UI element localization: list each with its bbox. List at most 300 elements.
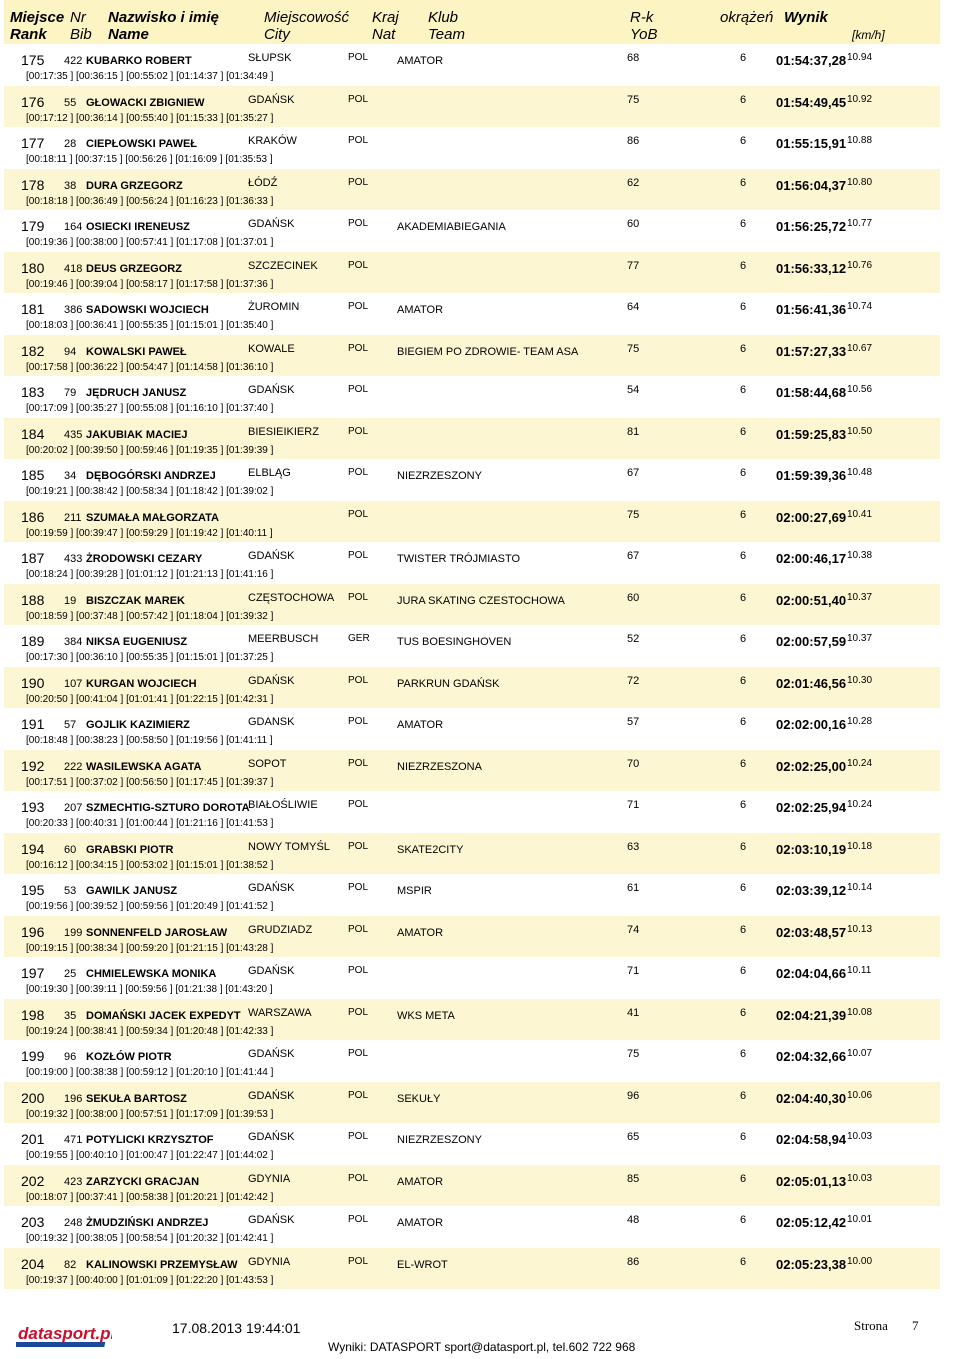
row-bib: 433: [64, 553, 83, 565]
row-bib: 57: [64, 719, 77, 731]
datasport-logo: [16, 1320, 112, 1350]
row-nat: POL: [348, 176, 369, 188]
page-label: Strona: [854, 1318, 888, 1333]
table-row: [4, 210, 940, 252]
table-row: [4, 1206, 940, 1248]
row-bib: 107: [64, 677, 83, 690]
row-name: ZARZYCKI GRACJAN: [86, 1175, 200, 1188]
row-city: CZĘSTOCHOWA: [248, 591, 335, 604]
row-place: 177: [21, 135, 45, 151]
row-splits: [00:19:21 ] [00:38:42 ] [00:58:34 ] [01:18:42 ] [01:39:02 ]: [26, 486, 274, 497]
row-yob: 67: [627, 467, 640, 479]
row-city: ŻUROMIN: [248, 301, 300, 313]
row-club: AMATOR: [397, 926, 444, 939]
row-laps: 6: [740, 342, 747, 355]
table-row: [4, 667, 940, 709]
row-club: MSPIR: [397, 885, 432, 897]
table-row: [4, 750, 940, 792]
row-nat: POL: [348, 384, 369, 395]
row-splits: [00:19:59 ] [00:39:47 ] [00:59:29 ] [01:19:42 ] [01:40:11 ]: [26, 527, 273, 539]
row-yob: 62: [627, 176, 640, 189]
row-laps: 6: [740, 135, 747, 147]
row-name: SONNENFELD JAROSŁAW: [86, 926, 228, 939]
row-nat: POL: [348, 1048, 369, 1059]
row-speed: 10.18: [847, 840, 873, 852]
row-speed: 10.92: [847, 93, 873, 105]
row-name: CHMIELEWSKA MONIKA: [86, 968, 217, 980]
row-speed: 10.50: [847, 425, 873, 437]
row-yob: 75: [627, 508, 640, 521]
row-yob: 75: [627, 93, 640, 106]
row-place: 194: [21, 840, 45, 857]
row-place: 183: [21, 384, 45, 400]
col-club-pl: Klub: [428, 9, 459, 26]
row-result: 02:04:21,39: [776, 1007, 847, 1023]
row-nat: POL: [348, 301, 369, 312]
row-city: ŁÓDŹ: [248, 176, 278, 189]
col-nat-pl: Kraj: [372, 9, 399, 26]
row-club: AMATOR: [397, 719, 444, 731]
row-yob: 41: [627, 1006, 640, 1019]
row-laps: 6: [740, 301, 747, 313]
row-name: GRABSKI PIOTR: [86, 843, 174, 856]
col-result-pl: Wynik: [784, 9, 828, 26]
row-splits: [00:19:32 ] [00:38:05 ] [00:58:54 ] [01:20:32 ] [01:42:41 ]: [26, 1233, 274, 1244]
row-club: PARKRUN GDAŃSK: [397, 677, 500, 690]
table-row: [4, 1165, 940, 1207]
row-nat: POL: [348, 799, 369, 810]
row-result: 02:04:58,94: [776, 1132, 847, 1147]
row-nat: POL: [348, 342, 369, 354]
row-laps: 6: [740, 508, 747, 521]
row-club: AMATOR: [397, 1175, 444, 1188]
col-name-en: Name: [108, 26, 149, 43]
row-speed: 10.06: [847, 1089, 873, 1101]
row-nat: POL: [348, 508, 369, 520]
row-result: 01:54:49,45: [776, 94, 847, 110]
table-row: [4, 376, 940, 418]
table-row: [4, 44, 940, 86]
row-city: GDAŃSK: [248, 674, 295, 687]
row-nat: POL: [348, 840, 369, 852]
row-speed: 10.00: [847, 1255, 873, 1267]
table-row: [4, 501, 940, 543]
row-yob: 71: [627, 799, 640, 811]
row-name: SZUMAŁA MAŁGORZATA: [86, 511, 219, 524]
row-nat: POL: [348, 425, 369, 437]
row-city: GRUDZIADZ: [248, 923, 313, 936]
row-name: DOMAŃSKI JACEK EXPEDYT: [86, 1009, 241, 1022]
row-club: AMATOR: [397, 1217, 444, 1229]
row-result: 01:55:15,91: [776, 136, 847, 151]
row-place: 202: [21, 1172, 45, 1189]
row-place: 184: [21, 425, 45, 442]
row-yob: 81: [627, 425, 640, 438]
row-place: 192: [21, 757, 45, 774]
row-place: 197: [21, 965, 45, 981]
row-speed: 10.11: [847, 965, 872, 976]
row-speed: 10.37: [847, 633, 873, 644]
row-result: 02:02:25,00: [776, 758, 847, 774]
row-splits: [00:19:24 ] [00:38:41 ] [00:59:34 ] [01:20:48 ] [01:42:33 ]: [26, 1025, 274, 1037]
row-laps: 6: [740, 176, 747, 189]
table-row: [4, 459, 940, 501]
table-row: [4, 1082, 940, 1124]
row-bib: 35: [64, 1009, 77, 1022]
row-nat: POL: [348, 52, 369, 63]
row-bib: 82: [64, 1258, 77, 1271]
row-speed: 10.94: [847, 52, 873, 63]
row-splits: [00:19:15 ] [00:38:34 ] [00:59:20 ] [01:21:15 ] [01:43:28 ]: [26, 942, 274, 954]
row-splits: [00:19:56 ] [00:39:52 ] [00:59:56 ] [01:20:49 ] [01:41:52 ]: [26, 901, 274, 912]
table-row: [4, 252, 940, 294]
row-splits: [00:18:11 ] [00:37:15 ] [00:56:26 ] [01:16:09 ] [01:35:53 ]: [26, 154, 273, 165]
row-bib: 164: [64, 221, 83, 233]
col-yob-en: YoB: [630, 26, 658, 43]
row-splits: [00:17:35 ] [00:36:15 ] [00:55:02 ] [01:14:37 ] [01:34:49 ]: [26, 71, 274, 82]
row-bib: 28: [64, 138, 77, 150]
table-row: [4, 999, 940, 1041]
row-name: WASILEWSKA AGATA: [86, 760, 202, 773]
row-result: 02:03:10,19: [776, 841, 847, 857]
row-name: KALINOWSKI PRZEMYSŁAW: [86, 1258, 238, 1271]
row-city: KRAKÓW: [248, 135, 297, 147]
row-place: 188: [21, 591, 45, 608]
row-splits: [00:19:30 ] [00:39:11 ] [00:59:56 ] [01:21:38 ] [01:43:20 ]: [26, 984, 273, 995]
row-city: GDANSK: [248, 716, 295, 728]
row-bib: 79: [64, 387, 77, 399]
print-timestamp: 17.08.2013 19:44:01: [172, 1320, 301, 1336]
row-yob: 57: [627, 716, 640, 728]
row-name: GŁOWACKI ZBIGNIEW: [86, 96, 205, 109]
row-speed: 10.24: [847, 799, 873, 810]
row-yob: 52: [627, 633, 640, 645]
row-result: 02:00:27,69: [776, 509, 847, 525]
row-nat: POL: [348, 716, 369, 727]
row-result: 02:05:01,13: [776, 1173, 847, 1189]
row-splits: [00:18:18 ] [00:36:49 ] [00:56:24 ] [01:16:23 ] [01:36:33 ]: [26, 195, 274, 207]
row-result: 01:59:25,83: [776, 426, 847, 442]
row-bib: 34: [64, 470, 77, 482]
table-row: [4, 625, 940, 667]
row-yob: 60: [627, 591, 640, 604]
row-yob: 96: [627, 1089, 640, 1102]
row-name: KURGAN WOJCIECH: [86, 677, 197, 690]
logo-text: datasport.pl: [18, 1324, 112, 1343]
row-yob: 63: [627, 840, 640, 853]
row-place: 179: [21, 218, 45, 234]
row-place: 175: [21, 52, 45, 68]
row-name: JAKUBIAK MACIEJ: [86, 428, 188, 441]
row-club: NIEZRZESZONA: [397, 760, 482, 773]
row-place: 180: [21, 259, 45, 276]
row-club: BIEGIEM PO ZDROWIE- TEAM ASA: [397, 345, 579, 358]
row-speed: 10.80: [847, 176, 873, 188]
row-city: GDYNIA: [248, 1255, 291, 1268]
table-row: [4, 708, 940, 750]
row-yob: 48: [627, 1214, 640, 1226]
table-row: [4, 874, 940, 916]
row-club: SKATE2CITY: [397, 843, 464, 856]
row-laps: 6: [740, 591, 747, 604]
row-place: 178: [21, 176, 45, 193]
row-city: GDAŃSK: [248, 882, 295, 894]
row-name: GAWILK JANUSZ: [86, 885, 178, 897]
row-nat: POL: [348, 135, 369, 146]
row-place: 191: [21, 716, 45, 732]
row-splits: [00:18:48 ] [00:38:23 ] [00:58:50 ] [01:19:56 ] [01:41:11 ]: [26, 735, 273, 746]
row-result: 02:02:00,16: [776, 717, 847, 732]
table-row: [4, 86, 940, 128]
table-row: [4, 293, 940, 335]
row-laps: 6: [740, 1172, 747, 1185]
row-laps: 6: [740, 923, 747, 936]
row-laps: 6: [740, 799, 747, 811]
col-city-pl: Miejscowość: [264, 9, 350, 26]
row-place: 198: [21, 1006, 45, 1023]
row-speed: 10.08: [847, 1006, 873, 1018]
row-yob: 65: [627, 1131, 640, 1143]
row-place: 204: [21, 1255, 45, 1272]
row-place: 200: [21, 1089, 45, 1106]
row-yob: 60: [627, 218, 640, 230]
row-laps: 6: [740, 1214, 747, 1226]
row-name: ŻMUDZIŃSKI ANDRZEJ: [86, 1217, 209, 1229]
row-result: 02:00:51,40: [776, 592, 847, 608]
row-yob: 70: [627, 757, 640, 770]
row-laps: 6: [740, 425, 747, 438]
row-name: CIEPŁOWSKI PAWEŁ: [86, 138, 198, 150]
row-city: GDAŃSK: [248, 218, 295, 230]
row-splits: [00:19:32 ] [00:38:00 ] [00:57:51 ] [01:17:09 ] [01:39:53 ]: [26, 1108, 274, 1120]
row-city: GDAŃSK: [248, 1089, 295, 1102]
row-speed: 10.41: [847, 508, 873, 520]
row-club: SEKUŁY: [397, 1092, 441, 1105]
row-yob: 71: [627, 965, 640, 977]
col-laps-pl: okrążeń: [720, 9, 774, 26]
row-bib: 435: [64, 428, 83, 441]
row-city: GDAŃSK: [248, 550, 295, 562]
row-result: 02:03:48,57: [776, 924, 847, 940]
row-bib: 94: [64, 345, 77, 358]
row-yob: 85: [627, 1172, 640, 1185]
row-nat: POL: [348, 1172, 369, 1184]
row-yob: 86: [627, 135, 640, 147]
row-bib: 207: [64, 802, 83, 814]
row-name: SEKUŁA BARTOSZ: [86, 1092, 187, 1105]
row-club: TWISTER TRÓJMIASTO: [397, 553, 521, 565]
table-row: [4, 335, 940, 377]
row-city: GDAŃSK: [248, 1214, 295, 1226]
row-result: 02:02:25,94: [776, 800, 847, 815]
row-club: NIEZRZESZONY: [397, 470, 482, 482]
row-bib: 53: [64, 885, 77, 897]
row-splits: [00:19:37 ] [00:40:00 ] [01:01:09 ] [01:22:20 ] [01:43:53 ]: [26, 1274, 274, 1286]
row-yob: 75: [627, 342, 640, 355]
row-nat: POL: [348, 882, 369, 893]
table-row: [4, 916, 940, 958]
row-yob: 64: [627, 301, 640, 313]
row-place: 195: [21, 882, 45, 898]
row-splits: [00:19:46 ] [00:39:04 ] [00:58:17 ] [01:17:58 ] [01:37:36 ]: [26, 278, 274, 290]
row-bib: 222: [64, 760, 83, 773]
row-city: SOPOT: [248, 757, 287, 770]
row-splits: [00:16:12 ] [00:34:15 ] [00:53:02 ] [01:15:01 ] [01:38:52 ]: [26, 859, 274, 871]
table-row: [4, 833, 940, 875]
row-nat: POL: [348, 467, 369, 478]
row-splits: [00:18:07 ] [00:37:41 ] [00:58:38 ] [01:20:21 ] [01:42:42 ]: [26, 1191, 274, 1203]
row-name: NIKSA EUGENIUSZ: [86, 636, 188, 648]
row-speed: 10.03: [847, 1131, 873, 1142]
row-laps: 6: [740, 1089, 747, 1102]
row-bib: 199: [64, 926, 83, 939]
row-yob: 54: [627, 384, 640, 396]
row-place: 201: [21, 1131, 45, 1147]
row-city: SZCZECINEK: [248, 259, 318, 272]
row-speed: 10.88: [847, 135, 873, 146]
row-nat: POL: [348, 1214, 369, 1225]
row-name: BISZCZAK MAREK: [86, 594, 185, 607]
row-laps: 6: [740, 467, 747, 479]
row-yob: 77: [627, 259, 640, 272]
row-speed: 10.56: [847, 384, 873, 395]
row-laps: 6: [740, 218, 747, 230]
row-laps: 6: [740, 1006, 747, 1019]
row-city: GDAŃSK: [248, 965, 295, 977]
row-club: NIEZRZESZONY: [397, 1134, 482, 1146]
row-city: GDAŃSK: [248, 1131, 295, 1143]
row-name: ŻRODOWSKI CEZARY: [86, 553, 203, 565]
row-nat: POL: [348, 757, 369, 769]
row-result: 02:05:12,42: [776, 1215, 847, 1230]
row-nat: POL: [348, 550, 369, 561]
row-splits: [00:17:09 ] [00:35:27 ] [00:55:08 ] [01:16:10 ] [01:37:40 ]: [26, 403, 274, 414]
col-place-en: Rank: [10, 26, 47, 43]
row-speed: 10.14: [847, 882, 873, 893]
row-place: 193: [21, 799, 45, 815]
row-yob: 86: [627, 1255, 640, 1268]
row-nat: POL: [348, 1131, 369, 1142]
table-row: [4, 1248, 940, 1290]
table-row: [4, 584, 940, 626]
row-name: OSIECKI IRENEUSZ: [86, 221, 190, 233]
row-result: 02:00:57,59: [776, 634, 847, 649]
datasport-logo-image: [16, 1320, 112, 1350]
col-yob-pl: R-k: [630, 9, 654, 26]
row-nat: POL: [348, 591, 369, 603]
table-row: [4, 127, 940, 169]
results-table-body: [4, 44, 940, 1289]
table-row: [4, 791, 940, 833]
row-name: GOJLIK KAZIMIERZ: [86, 719, 190, 731]
row-bib: 96: [64, 1051, 77, 1063]
row-splits: [00:20:33 ] [00:40:31 ] [01:00:44 ] [01:21:16 ] [01:41:53 ]: [26, 818, 274, 829]
row-club: AKADEMIABIEGANIA: [397, 221, 506, 233]
row-city: GDAŃSK: [248, 93, 295, 106]
row-nat: POL: [348, 218, 369, 229]
row-yob: 75: [627, 1048, 640, 1060]
table-row: [4, 957, 940, 999]
row-laps: 6: [740, 757, 747, 770]
row-bib: 248: [64, 1217, 83, 1229]
row-speed: 10.13: [847, 923, 873, 935]
row-laps: 6: [740, 52, 747, 64]
row-club: WKS META: [397, 1009, 455, 1022]
row-laps: 6: [740, 550, 747, 562]
row-city: GDAŃSK: [248, 1048, 295, 1060]
row-result: 02:04:40,30: [776, 1090, 847, 1106]
row-city: MEERBUSCH: [248, 633, 319, 645]
row-nat: POL: [348, 965, 369, 976]
row-result: 01:59:39,36: [776, 468, 847, 483]
results-table-header: [4, 0, 940, 44]
row-city: NOWY TOMYŚL: [248, 840, 330, 853]
row-place: 196: [21, 923, 45, 940]
row-speed: 10.24: [847, 757, 873, 769]
results-credit: Wyniki: DATASPORT sport@datasport.pl, tel.602 722 968: [328, 1340, 636, 1354]
row-club: AMATOR: [397, 304, 444, 316]
row-speed: 10.48: [847, 467, 873, 478]
row-result: 01:56:04,37: [776, 177, 847, 193]
row-speed: 10.37: [847, 591, 873, 603]
row-city: ELBLĄG: [248, 467, 291, 479]
row-result: 02:01:46,56: [776, 675, 847, 691]
row-splits: [00:19:36 ] [00:38:00 ] [00:57:41 ] [01:17:08 ] [01:37:01 ]: [26, 237, 274, 248]
row-laps: 6: [740, 674, 747, 687]
row-splits: [00:17:30 ] [00:36:10 ] [00:55:35 ] [01:15:01 ] [01:37:25 ]: [26, 652, 274, 663]
row-result: 01:57:27,33: [776, 343, 847, 359]
row-city: GDAŃSK: [248, 384, 295, 396]
row-splits: [00:18:59 ] [00:37:48 ] [00:57:42 ] [01:18:04 ] [01:39:32 ]: [26, 610, 274, 622]
row-splits: [00:17:58 ] [00:36:22 ] [00:54:47 ] [01:14:58 ] [01:36:10 ]: [26, 361, 274, 373]
row-bib: 386: [64, 304, 83, 316]
col-bib-en: Bib: [70, 26, 92, 43]
row-result: 02:05:23,38: [776, 1256, 847, 1272]
row-result: 01:56:41,36: [776, 302, 847, 317]
table-row: [4, 1123, 940, 1165]
row-nat: POL: [348, 259, 369, 271]
row-yob: 74: [627, 923, 640, 936]
row-splits: [00:20:50 ] [00:41:04 ] [01:01:41 ] [01:22:15 ] [01:42:31 ]: [26, 693, 274, 705]
row-result: 01:56:25,72: [776, 219, 847, 234]
col-speed-unit: [km/h]: [852, 28, 885, 42]
row-nat: POL: [348, 1089, 369, 1101]
row-bib: 422: [64, 55, 83, 67]
row-bib: 211: [64, 511, 82, 524]
row-yob: 67: [627, 550, 640, 562]
row-speed: 10.03: [847, 1172, 873, 1184]
row-laps: 6: [740, 716, 747, 728]
table-row: [4, 542, 940, 584]
row-name: KOWALSKI PAWEŁ: [86, 345, 187, 358]
row-place: 176: [21, 93, 45, 110]
row-nat: GER: [348, 633, 370, 644]
page-number: 7: [912, 1318, 919, 1333]
row-laps: 6: [740, 384, 747, 396]
row-speed: 10.30: [847, 674, 873, 686]
col-club-en: Team: [428, 26, 465, 43]
row-speed: 10.74: [847, 301, 873, 312]
row-laps: 6: [740, 1131, 747, 1143]
row-speed: 10.67: [847, 342, 873, 354]
row-laps: 6: [740, 882, 747, 894]
col-city-en: City: [264, 26, 290, 43]
row-city: SŁUPSK: [248, 52, 292, 64]
row-laps: 6: [740, 1048, 747, 1060]
row-yob: 68: [627, 52, 640, 64]
row-speed: 10.07: [847, 1048, 873, 1059]
row-nat: POL: [348, 93, 369, 105]
